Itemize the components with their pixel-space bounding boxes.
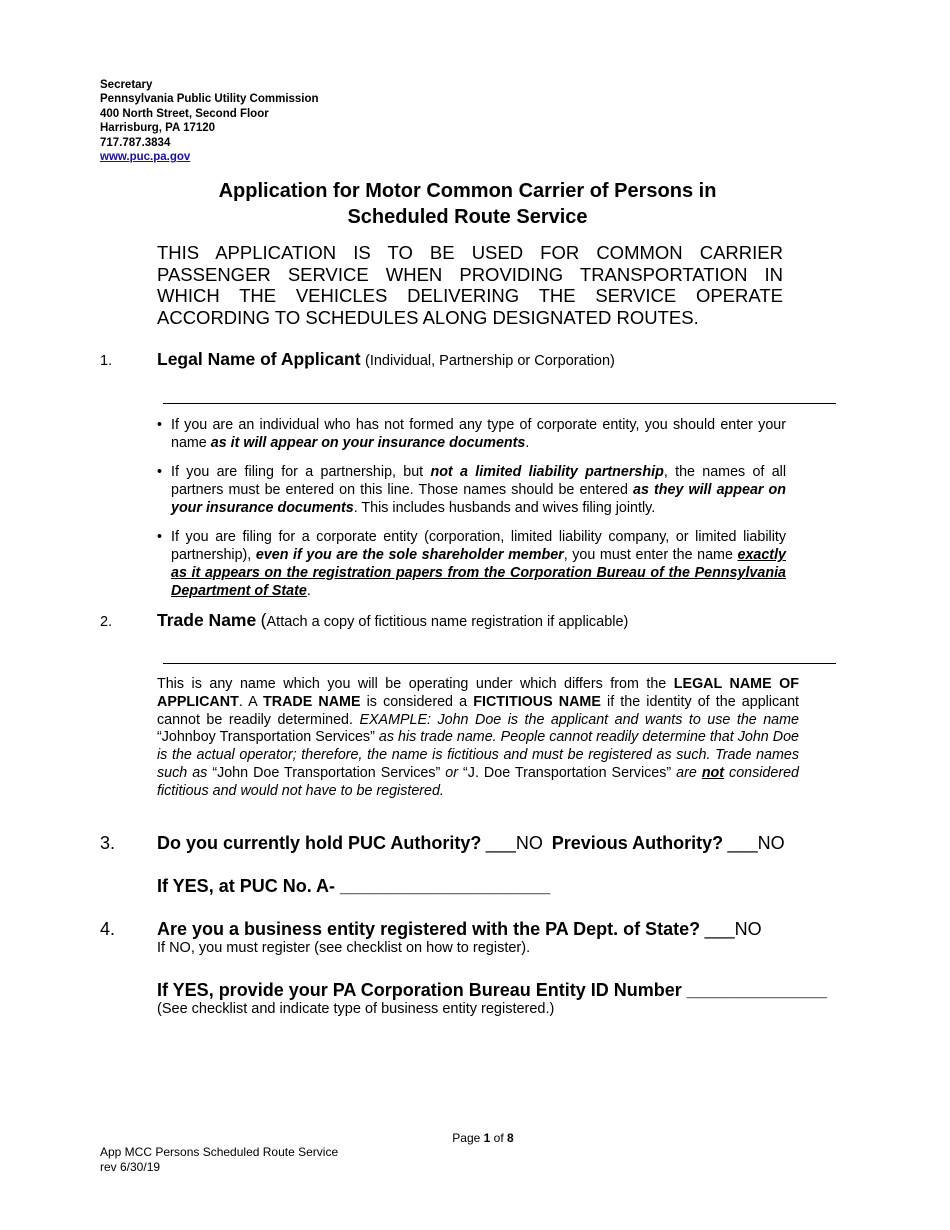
bullet-text: If you are filing for a partnership, but [171,464,431,480]
puc-authority-answer: NO [515,833,543,853]
intro-line: WHICH THE VEHICLES DELIVERING THE SERVICE OPERATE [157,285,783,307]
bullet-text: If you are filing for a corporate entity (corporation, limited liability company, or limited liability partnership), [171,529,786,563]
puc-authority-answer-blank[interactable]: ___ [485,833,516,853]
previous-authority-question: Previous Authority? [551,833,724,853]
website-link[interactable]: www.puc.pa.gov [100,151,191,164]
bullet-corporate [157,528,786,600]
section-1-number: 1. [100,353,113,369]
bullet-text: . [525,435,530,451]
bullet-partnership [157,463,786,517]
para-text: “J. Doe Transportation Services” [463,764,672,781]
para-text: is considered a [360,693,474,710]
header-line: Pennsylvania Public Utility Commission [100,93,319,106]
header-address [100,78,319,164]
para-text: . A [238,693,264,710]
page-title [0,178,935,230]
section-1-heading [157,349,615,370]
para-text: This is any name which you will be operating under which differs from the [157,676,674,692]
page-number [0,1131,950,1146]
registration-note: If NO, you must register (see checklist on how to register). [157,940,531,956]
header-line: Secretary [100,79,153,91]
bullet-emphasis: as they will appear on your insurance documents [171,482,787,516]
trade-name-label: Trade Name [157,610,257,630]
section-2-number: 2. [100,614,113,630]
puc-authority-question: Do you currently hold PUC Authority? [157,833,482,853]
bullet-text: If you are an individual who has not formed any type of corporate entity, you should enter your name [171,417,786,451]
header-line: 400 North Street, Second Floor [100,107,269,120]
entity-type-note: (See checklist and indicate type of business entity registered.) [157,1001,555,1017]
entity-registered-answer-blank[interactable]: ___ [704,919,735,939]
bullet-dot-icon: • [157,529,163,545]
para-text: if the identity of the applicant cannot be readily determined. [157,693,800,728]
header-line: Harrisburg, PA 17120 [100,122,216,135]
trade-name-input-line[interactable] [163,663,836,664]
para-emphasis: not [701,764,725,781]
para-bold: FICTITIOUS NAME [473,693,601,710]
intro-line: ACCORDING TO SCHEDULES ALONG DESIGNATED ROUTES. [157,307,699,329]
bullet-emphasis-underlined: exactly as it appears on the registration papers from the Corporation Bureau of the Pennsylvania Department of State [171,547,786,599]
para-text: “John Doe Transportation Services” [212,764,441,781]
entity-registered-answer: NO [734,919,762,939]
page-total: 8 [507,1131,514,1145]
section-4-question-row [157,919,762,940]
intro-line: THIS APPLICATION IS TO BE USED FOR COMMON CARRIER [157,242,783,263]
footer-revision: rev 6/30/19 [100,1159,161,1174]
bullet-emphasis: as it will appear on your insurance documents [210,435,526,451]
page-current: 1 [483,1131,491,1145]
footer-doc-name: App MCC Persons Scheduled Route Service [100,1145,339,1159]
trade-name-explanation [157,676,799,801]
intro-statement [157,242,783,329]
para-italic: EXAMPLE: John Doe is the applicant and wants to use the name [359,711,799,728]
puc-number-field[interactable]: If YES, at PUC No. A- _____________________ [157,876,551,896]
section-3-question-row [157,833,785,854]
para-italic: considered fictitious and would not have to be registered. [157,764,799,799]
entity-registered-question: Are you a business entity registered with the PA Dept. of State? [157,919,701,939]
para-bold: TRADE NAME [263,693,361,710]
header-line: 717.787.3834 [100,136,171,149]
bullet-dot-icon: • [157,417,163,433]
para-italic: as his trade name. People cannot readily determine that John Doe is the actual operator; therefore, the name is fictitious and must be registered as such. Trade names such as [157,729,800,781]
title-line: Scheduled Route Service [347,206,588,228]
bullet-text: . This includes husbands and wives filing jointly. [353,500,656,516]
bullet-text: . [306,583,311,599]
section-4-number: 4. [100,919,116,939]
section-2-heading [157,610,628,631]
previous-authority-answer-blank[interactable]: ___ [727,833,758,853]
footer-doc-info [100,1145,338,1174]
trade-name-hint: Attach a copy of fictitious name registration if applicable) [266,614,629,630]
bullet-individual [157,416,786,452]
bullet-dot-icon: • [157,464,163,480]
previous-authority-answer: NO [757,833,785,853]
bullet-emphasis: not a limited liability partnership [430,464,664,480]
page-of: of [493,1131,504,1145]
title-line: Application for Motor Common Carrier of Persons in [218,180,717,202]
section-3-number: 3. [100,833,116,853]
page-label: Page [452,1131,481,1145]
legal-name-input-line[interactable] [163,403,836,404]
bullet-emphasis: even if you are the sole shareholder member [255,547,564,563]
legal-name-hint: (Individual, Partnership or Corporation) [365,353,615,369]
para-text: “Johnboy Transportation Services” [157,729,375,746]
intro-line: PASSENGER SERVICE WHEN PROVIDING TRANSPORTATION IN [157,263,783,285]
para-italic: or [440,764,464,781]
legal-name-label: Legal Name of Applicant [157,349,361,369]
trade-name-paren: ( [260,610,267,630]
bullet-text: , you must enter the name [563,547,738,563]
para-bold: LEGAL NAME OF APPLICANT [157,676,799,710]
bullet-text: , the names of all partners must be entered on this line. Those names should be entered [171,464,787,498]
para-italic: are [671,764,702,781]
entity-id-field[interactable]: If YES, provide your PA Corporation Bureau Entity ID Number ______________ [157,980,827,1000]
